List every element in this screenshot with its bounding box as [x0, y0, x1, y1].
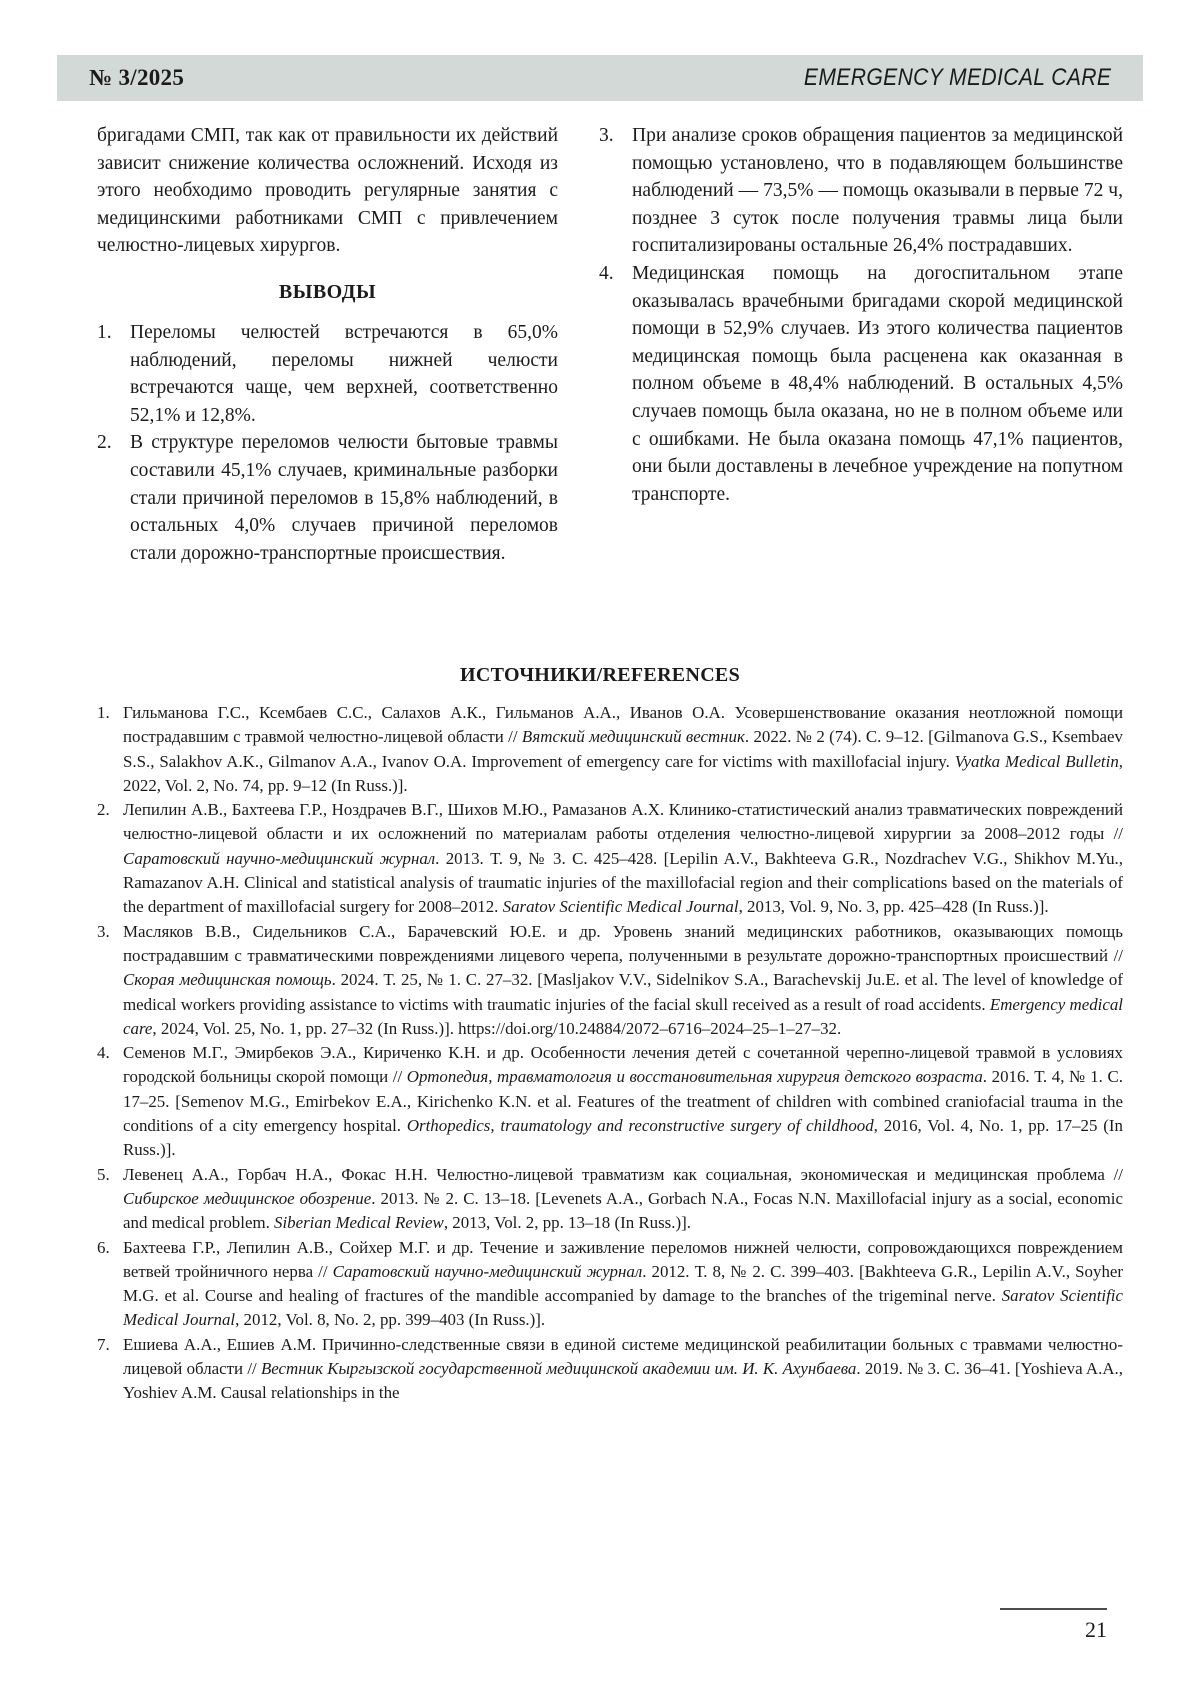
references-title: ИСТОЧНИКИ/REFERENCES [459, 664, 740, 686]
list-item [97, 1333, 1123, 1406]
left-column [97, 122, 558, 567]
page-number: 21 [1085, 1617, 1107, 1642]
item-text [123, 800, 1123, 916]
list-item [97, 1041, 1123, 1162]
page-header [57, 55, 1143, 101]
journal-name-italic: Emergency medical care [123, 994, 1123, 1038]
list-item [599, 260, 1123, 508]
item-number: 5. [97, 1164, 110, 1184]
journal-name-italic: Вятский медицинский вестник [521, 727, 745, 747]
item-number: 2. [97, 432, 112, 454]
item-number: 7. [97, 1334, 110, 1354]
item-text [123, 1043, 1123, 1159]
reference-text-segment: , 2012, Vol. 8, No. 2, pp. 399–403 (In Russ.)]. [235, 1310, 546, 1330]
right-column [599, 122, 1123, 567]
list-item [97, 701, 1123, 798]
reference-text-segment: . 2024. Т. 25, № 1. С. 27–32. [Masljakov V.V., Sidelnikov S.A., Barachevskij Ju.E. et al. The level of knowledge of medical workers providing assistance to victims with traumatic injuries of the facial skull received as a result of road accidents. [123, 970, 1123, 1014]
item-text [123, 1238, 1123, 1330]
reference-text-segment: . 2022. № 2 (74). С. 9–12. [Gilmanova G.S., Ksembaev S.S., Salakhov A.K., Gilmanov A.A., Ivanov O.A. Improvement of emergency care for victims with maxillofacial injury. [123, 727, 1123, 771]
conclusions-title: ВЫВОДЫ [278, 280, 377, 303]
list-item [97, 319, 558, 429]
issue-number: № 3/2025 [89, 65, 185, 90]
journal-name-italic: Саратовский научно-медицинский журнал [332, 1261, 643, 1281]
reference-text-segment: , 2013, Vol. 9, No. 3, pp. 425–428 (In Russ.)]. [738, 897, 1049, 917]
item-number: 6. [97, 1237, 110, 1257]
item-number: 3. [97, 921, 110, 941]
reference-text-segment: Гильманова Г.С., Ксембаев С.С., Салахов А.К., Гильманов А.А., Иванов О.А. Усовершенствование оказания неотложной помощи пострадавшим с травмой челюстно-лицевой области // [123, 703, 1123, 747]
item-text: При анализе сроков обращения пациентов за медицинской помощью установлено, что в подавляющем большинстве наблюдений — 73,5% — помощь оказывали в первые 72 ч, позднее 3 суток после получения травмы лица были госпитализированы остальные 26,4% пострадавших. [632, 125, 1123, 257]
item-number: 3. [599, 125, 614, 146]
reference-text-segment: , 2016, Vol. 4, No. 1, pp. 17–25 (In Russ.)]. [123, 1116, 1123, 1160]
reference-text-segment: Ешиева А.А., Ешиев А.М. Причинно-следственные связи в единой системе медицинской реабилитации больных с травмами челюстно-лицевой области // [123, 1334, 1123, 1379]
item-text [123, 922, 1123, 1038]
item-text [123, 1165, 1123, 1233]
journal-title: EMERGENCY MEDICAL CARE [803, 64, 1111, 91]
two-column-body [97, 122, 1123, 567]
reference-text-segment: Масляков В.В., Сидельников С.А., Барачевский Ю.Е. и др. Уровень знаний медицинских работников, оказывающих помощь пострадавшим с травматическими повреждениями лицевого черепа, полученными в результате дорожно-транспортных происшествий // [123, 921, 1123, 965]
reference-text-segment: . 2013. № 2. С. 13–18. [Levenets A.A., Gorbach N.A., Focas N.N. Maxillofacial injury as a social, economic and medical problem. [123, 1188, 1123, 1233]
list-item [97, 429, 558, 567]
references-list [97, 701, 1123, 1406]
item-text [123, 703, 1123, 795]
list-item [97, 920, 1123, 1041]
list-item [97, 798, 1123, 919]
reference-text-segment: . 2019. № 3. С. 36–41. [Yoshieva A.A., Yoshiev A.M. Causal relationships in the [123, 1359, 1123, 1403]
list-item [97, 1236, 1123, 1333]
journal-name-italic: Saratov Scientific Medical Journal [502, 897, 739, 917]
reference-text-segment: . 2013. Т. 9, № 3. С. 425–428. [Lepilin A.V., Bakhteeva G.R., Nozdrachev V.G., Shikhov M.Yu., Ramazanov A.H. Clinical and statistical analysis of traumatic injuries of the maxillofacial region and their complications based on the materials of the department of maxillofacial surgery for 2008–2012. [123, 848, 1123, 917]
journal-name-italic: Saratov Scientific Medical Journal [123, 1286, 1123, 1330]
journal-name-italic: Скорая медицинская помощь [123, 970, 332, 990]
list-item [97, 1163, 1123, 1236]
item-number: 4. [599, 262, 614, 284]
journal-name-italic: Orthopedics, traumatology and reconstructive surgery of childhood [406, 1116, 874, 1136]
item-text: В структуре переломов челюсти бытовые травмы составили 45,1% случаев, криминальные разборки стали причиной переломов в 15,8% наблюдений, в остальных 4,0% случаев причиной переломов стали дорожно-транспортные происшествия. [130, 432, 558, 564]
conclusions-list-left [97, 319, 558, 567]
reference-text-segment: Лепилин А.В., Бахтеева Г.Р., Ноздрачев В.Г., Шихов М.Ю., Рамазанов А.Х. Клинико-статистический анализ травматических повреждений челюстно-лицевой области и их осложнений по материалам работы отделения челюстно-лицевой хирургии за 2008–2012 годы // [123, 800, 1123, 844]
item-text: Медицинская помощь на догоспитальном этапе оказывалась врачебными бригадами скорой медицинской помощи в 52,9% случаев. Из этого количества пациентов медицинская помощь была расценена как оказанная в полном объеме в 48,4% наблюдений. В остальных 4,5% случаев помощь была оказана, но не в полном объеме или с ошибками. Не была оказана помощь 47,1% пациентов, они были доставлены в лечебное учреждение на попутном транспорте. [632, 262, 1123, 505]
intro-paragraph: бригадами СМП, так как от правильности их действий зависит снижение количества осложнений. Исходя из этого необходимо проводить регулярные занятия с медицинскими работниками СМП с привлечением челюстно-лицевых хирургов. [97, 125, 558, 257]
list-item [599, 122, 1123, 260]
item-number: 2. [97, 800, 110, 820]
reference-text-segment: . 2012. Т. 8, № 2. С. 399–403. [Bakhteeva G.R., Lepilin A.V., Soyher M.G. et al. Course and healing of fractures of the mandible accompanied by damage to the branches of the trigeminal nerve. [123, 1261, 1124, 1306]
reference-text-segment: , 2013, Vol. 2, pp. 13–18 (In Russ.)]. [443, 1213, 691, 1233]
journal-name-italic: Siberian Medical Review [274, 1213, 444, 1233]
reference-text-segment: Левенец А.А., Горбач Н.А., Фокас Н.Н. Челюстно-лицевой травматизм как социальная, экономическая и медицинская проблема // [123, 1164, 1123, 1184]
journal-name-italic: Ортопедия, травматология и восстановительная хирургия детского возраста [406, 1067, 983, 1087]
journal-name-italic: Vyatka Medical Bulletin [954, 751, 1119, 771]
reference-text-segment: . 2016. Т. 4, № 1. С. 17–25. [Semenov M.G., Emirbekov E.A., Kirichenko K.N. et al. Features of the treatment of children with combined craniofacial trauma in the conditions of a city emergency hospital. [123, 1067, 1123, 1136]
reference-text-segment: Бахтеева Г.Р., Лепилин А.В., Сойхер М.Г. и др. Течение и заживление переломов нижней челюсти, сопровождающихся повреждением ветвей тройничного нерва // [123, 1237, 1123, 1281]
item-text: Переломы челюстей встречаются в 65,0% наблюдений, переломы нижней челюсти встречаются чаще, чем верхней, соответственно 52,1% и 12,8%. [130, 321, 558, 426]
item-number: 1. [97, 703, 110, 722]
item-text [123, 1335, 1123, 1403]
footer-rule [1000, 1608, 1107, 1610]
reference-text-segment: , 2024, Vol. 25, No. 1, pp. 27–32 (In Russ.)]. https://doi.org/10.24884/2072–6716–2024–25–1–27–32. [152, 1018, 842, 1038]
item-number: 4. [97, 1043, 110, 1063]
journal-name-italic: Вестник Кыргызской государственной медицинской академии им. И. К. Ахунбаева [260, 1359, 857, 1379]
item-number: 1. [97, 321, 112, 343]
conclusions-list-right [599, 122, 1123, 508]
journal-name-italic: Саратовский научно-медицинский журнал [123, 848, 436, 868]
reference-text-segment: Семенов М.Г., Эмирбеков Э.А., Кириченко К.Н. и др. Особенности лечения детей с сочетанной черепно-лицевой травмой в условиях городской больницы скорой помощи // [123, 1043, 1123, 1087]
journal-name-italic: Сибирское медицинское обозрение [123, 1188, 372, 1208]
reference-text-segment: , 2022, Vol. 2, No. 74, pp. 9–12 (In Russ.)]. [123, 751, 1124, 795]
